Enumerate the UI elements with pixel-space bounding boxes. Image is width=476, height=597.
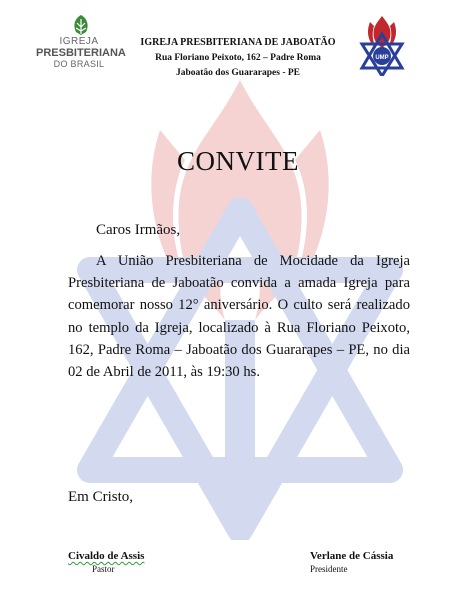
svg-text:UMP: UMP — [375, 55, 389, 61]
ipb-logo-line2: PRESBITERIANA — [36, 47, 126, 59]
document-title: CONVITE — [177, 146, 299, 176]
signature-role: Pastor — [92, 564, 115, 574]
invitation-body: A União Presbiteriana de Mocidade da Igreja Presbiteriana de Jaboatão convida a amada Igreja para comemorar nosso 12° aniversário. O culto será realizado no templo da Igreja, localizado à Rua Floriano Peixoto, 162, Padre Roma – Jaboatão dos Guararapes – PE, no dia 02 de Abril de 2011, às 19:30 hs. — [68, 253, 410, 381]
closing: Em Cristo, — [68, 489, 134, 505]
address-line2: Jaboatão dos Guararapes - PE — [175, 68, 301, 78]
signature-name: Civaldo de Assis — [68, 550, 145, 562]
bush-leaf-icon — [70, 14, 92, 36]
signature-name: Verlane de Cássia — [310, 550, 394, 562]
salutation: Caros Irmãos, — [96, 222, 181, 238]
ipb-logo — [36, 14, 126, 74]
signature-president — [310, 550, 393, 576]
address-line1: Rua Floriano Peixoto, 162 – Padre Roma — [155, 53, 321, 63]
church-name: IGREJA PRESBITERIANA DE JABOATÃO — [140, 37, 336, 48]
ipb-logo-line3: DO BRASIL — [53, 59, 105, 69]
signature-pastor — [68, 550, 144, 576]
signature-role: Presidente — [310, 564, 348, 574]
ipb-logo-line1: IGREJA — [59, 36, 99, 47]
star-torch-icon — [358, 14, 406, 76]
